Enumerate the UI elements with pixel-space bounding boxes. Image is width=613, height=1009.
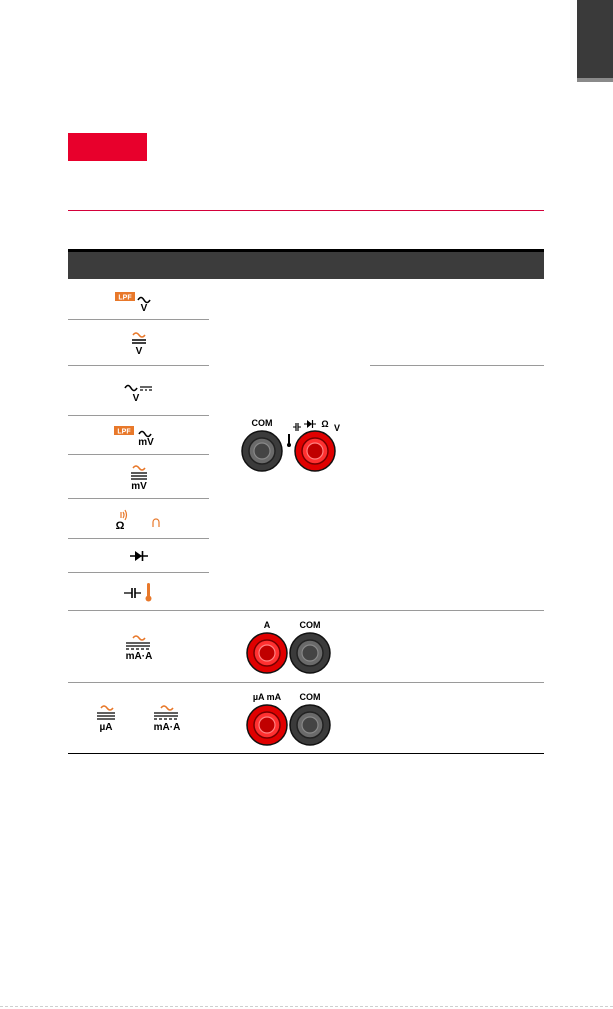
v-label: V <box>333 423 341 433</box>
ua-ma-label: µA mA <box>252 692 282 702</box>
symbol-resistance <box>68 499 209 538</box>
unit-label: V <box>140 303 147 313</box>
terminal-diagram-amps <box>238 618 343 676</box>
chapter-edge-rule <box>577 78 613 82</box>
unit-label: mV <box>137 437 154 447</box>
conductance-icon <box>153 519 159 527</box>
ohm-icon: Ω <box>115 519 124 532</box>
symbol-ac-v-lpf <box>68 283 209 319</box>
unit-label: V <box>135 345 142 356</box>
caution-flag <box>68 133 147 161</box>
symbol-ac-dc-v <box>68 366 209 415</box>
chapter-edge-tab <box>577 0 613 78</box>
v-ohm-jack <box>295 431 335 471</box>
symbol-current-ma-a <box>68 611 209 682</box>
ohm-label: Ω <box>321 419 329 429</box>
section-divider <box>68 210 544 211</box>
lpf-badge <box>115 292 135 302</box>
thermometer-icon <box>145 583 151 602</box>
ac-dc-icon <box>131 466 147 479</box>
unit-label: mA·A <box>125 650 152 661</box>
symbol-dc-v <box>68 320 209 365</box>
ac-dc-icon <box>126 636 150 649</box>
com-jack <box>242 431 282 471</box>
ac-wave-icon <box>138 298 150 303</box>
terminal-diagram-microamps <box>238 690 343 748</box>
ac-dc-icon <box>132 333 146 343</box>
ac-wave-icon <box>139 432 151 437</box>
com-jack <box>290 705 330 745</box>
ac-wave-icon <box>125 385 137 390</box>
table-header-bar <box>68 249 544 279</box>
diode-icon <box>304 420 316 428</box>
svg-text:LPF: LPF <box>117 294 132 302</box>
com-label: COM <box>299 620 321 630</box>
symbol-diode <box>68 539 209 572</box>
com-jack <box>290 633 330 673</box>
unit-label: mV <box>130 480 147 491</box>
terminal-diagram-voltage <box>238 414 348 476</box>
symbol-ac-mv-lpf <box>68 416 209 454</box>
dc-dash-icon <box>140 387 152 390</box>
lpf-badge <box>114 426 134 436</box>
unit-label: µA <box>99 722 112 733</box>
com-label: COM <box>299 692 321 702</box>
com-label: COM <box>251 418 273 428</box>
symbol-current-ua-ma <box>68 683 209 753</box>
ac-dc-icon <box>97 706 115 719</box>
thermometer-icon <box>287 434 291 447</box>
a-label: A <box>263 620 271 630</box>
unit-label: mA·A <box>153 722 180 733</box>
a-jack <box>247 633 287 673</box>
row-divider <box>370 365 544 366</box>
page-bottom-edge <box>0 1006 613 1007</box>
ua-ma-jack <box>247 705 287 745</box>
diode-icon <box>129 549 149 563</box>
unit-label: V <box>132 392 139 404</box>
ac-dc-icon <box>154 706 178 719</box>
capacitor-icon <box>293 423 301 431</box>
symbol-dc-mv <box>68 455 209 498</box>
continuity-icon <box>121 510 127 520</box>
table-bottom-rule <box>68 753 544 754</box>
svg-text:LPF: LPF <box>116 428 131 436</box>
symbol-capacitance-temp <box>68 573 209 610</box>
capacitor-icon <box>124 588 141 598</box>
